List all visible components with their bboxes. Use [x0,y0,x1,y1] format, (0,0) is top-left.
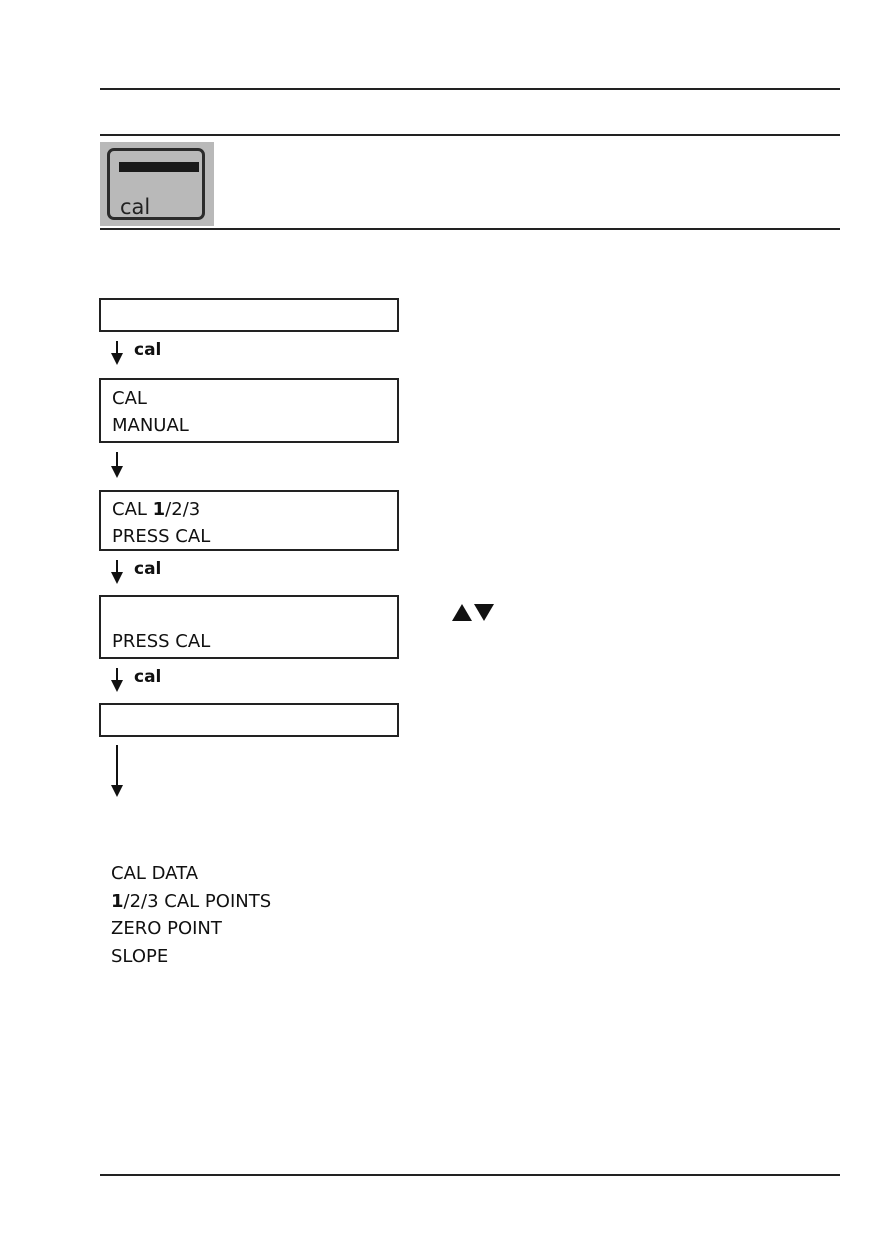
display-text: CAL [112,499,153,520]
display-step-1 [99,298,399,332]
display-line: PRESS CAL [112,526,211,547]
display-line [112,499,200,521]
cal-points-bold: 1 [111,890,124,912]
cal-data-title: CAL DATA [111,863,199,884]
section-top-rule [100,134,840,136]
display-step-5 [99,703,399,737]
display-text-bold: 1 [152,499,166,520]
cal-data-zero-point: ZERO POINT [111,918,222,939]
key-frame [107,148,205,220]
arrow-down-icon [110,560,124,584]
top-rule [100,88,840,90]
cal-key-icon [100,142,214,226]
key-cal-label-4: cal [134,667,162,687]
arrow-up-key-icon [452,604,472,621]
display-line: PRESS CAL [112,631,211,652]
arrow-down-icon [110,341,124,365]
display-step-3 [99,490,399,551]
display-line: MANUAL [112,415,189,436]
key-label: cal [120,195,151,219]
arrow-down-key-icon [474,604,494,621]
key-cal-label-3: cal [134,559,162,579]
key-display-bar [119,162,199,172]
cal-data-list [111,860,271,970]
key-cal-label-1: cal [134,340,162,360]
display-line: CAL [112,388,147,409]
cal-points-text: /2/3 CAL POINTS [123,890,272,912]
display-step-4 [99,595,399,659]
footer-rule [100,1174,840,1176]
cal-data-slope: SLOPE [111,945,169,967]
section-bottom-rule [100,228,840,230]
display-step-2 [99,378,399,443]
arrow-down-icon [110,452,124,478]
cal-data-points [111,888,271,916]
arrow-down-icon [110,668,124,692]
display-text: /2/3 [165,499,201,520]
arrow-down-long-icon [110,745,124,797]
